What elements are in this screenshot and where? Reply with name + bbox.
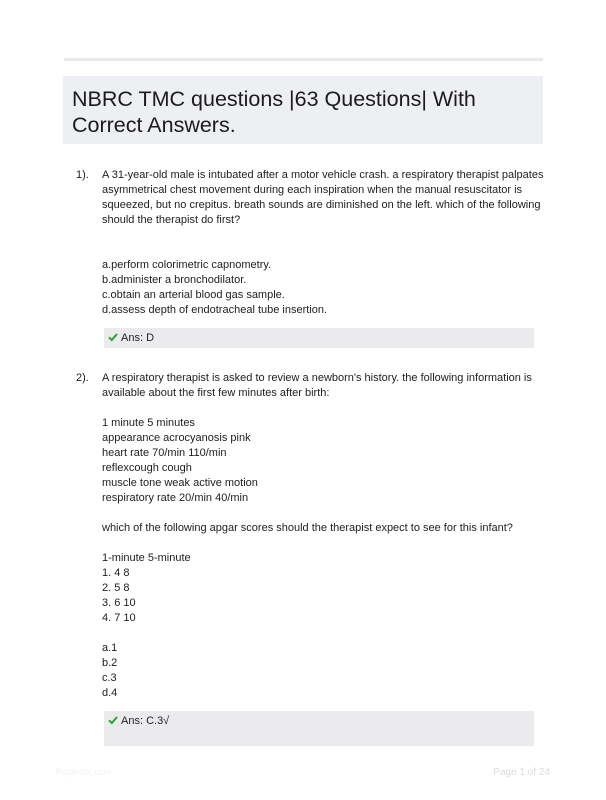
question-1 bbox=[102, 168, 544, 318]
answer-box bbox=[104, 328, 534, 348]
question-text-line: asymmetrical chest movement during each inspiration when the manual resuscitator is bbox=[102, 184, 523, 196]
score-line: 2. 5 8 bbox=[102, 582, 130, 594]
page-title bbox=[72, 86, 533, 138]
info-line: 1 minute 5 minutes bbox=[102, 417, 195, 429]
question-text-line: squeezed, but no crepitus. breath sounds are diminished on the left. which of the following bbox=[102, 199, 541, 211]
score-line: 1. 4 8 bbox=[102, 567, 130, 579]
info-line: appearance acrocyanosis pink bbox=[102, 432, 251, 444]
check-icon bbox=[108, 332, 118, 342]
answer-option: b.2 bbox=[102, 657, 118, 669]
answer-text: Ans: D bbox=[121, 332, 155, 344]
title-line: Correct Answers. bbox=[72, 113, 236, 137]
footer-site: Paperlibr.com bbox=[56, 767, 112, 777]
answer-option: a.1 bbox=[102, 642, 118, 654]
question-text-line: should the therapist do first? bbox=[102, 214, 241, 226]
title-banner bbox=[63, 76, 543, 144]
question-number: 2). bbox=[76, 372, 89, 384]
info-line: respiratory rate 20/min 40/min bbox=[102, 492, 249, 504]
score-line: 3. 6 10 bbox=[102, 597, 136, 609]
answer-option: d.4 bbox=[102, 687, 118, 699]
info-line: muscle tone weak active motion bbox=[102, 477, 258, 489]
score-line: 4. 7 10 bbox=[102, 612, 136, 624]
answer-text: Ans: C.3√ bbox=[121, 715, 170, 727]
answer-box bbox=[104, 711, 534, 746]
answer-option: d.assess depth of endotracheal tube insertion. bbox=[102, 304, 328, 316]
question-number: 1). bbox=[76, 169, 89, 181]
score-line: 1-minute 5-minute bbox=[102, 552, 191, 564]
info-line: reflexcough cough bbox=[102, 462, 192, 474]
question-prompt: which of the following apgar scores should the therapist expect to see for this infant? bbox=[102, 522, 513, 534]
title-line: NBRC TMC questions |63 Questions| With bbox=[72, 87, 476, 111]
question-text-line: available about the first few minutes after birth: bbox=[102, 387, 330, 399]
page-number: Page 1 of 24 bbox=[493, 767, 550, 778]
header-divider bbox=[64, 58, 543, 61]
answer-option: b.administer a bronchodilator. bbox=[102, 274, 247, 286]
info-line: heart rate 70/min 110/min bbox=[102, 447, 227, 459]
question-text-line: A respiratory therapist is asked to review a newborn's history. the following information is bbox=[102, 372, 532, 384]
answer-option: a.perform colorimetric capnometry. bbox=[102, 259, 272, 271]
question-2 bbox=[102, 371, 534, 701]
question-text-line: A 31-year-old male is intubated after a motor vehicle crash. a respiratory therapist palpates bbox=[102, 169, 544, 181]
check-icon bbox=[108, 715, 118, 725]
answer-option: c.obtain an arterial blood gas sample. bbox=[102, 289, 285, 301]
answer-option: c.3 bbox=[102, 672, 117, 684]
